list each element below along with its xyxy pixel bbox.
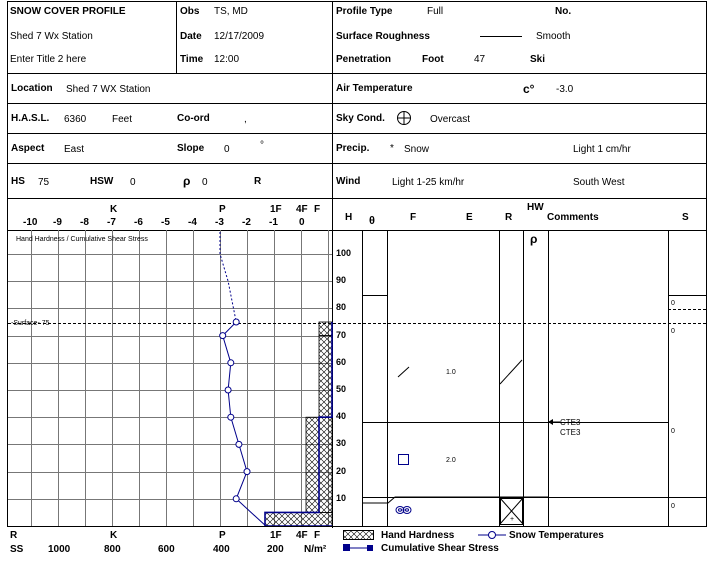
profile-title-placeholder[interactable]: Enter Title 2 here [10, 54, 87, 65]
air-temp-unit: c° [523, 82, 535, 96]
ss-unit: N/m² [304, 544, 327, 555]
temp-tick-label: -6 [134, 217, 143, 228]
temp-tick-label: -3 [215, 217, 224, 228]
temp-tick-label: -5 [161, 217, 170, 228]
surface-label: -Surface- 75 [11, 320, 50, 327]
location-label: Location [11, 83, 53, 94]
layer-s-1: 0 [671, 300, 675, 307]
aspect-label: Aspect [11, 143, 45, 154]
col-r: R [505, 212, 513, 223]
r-label: R [254, 176, 262, 187]
temp-tick-label: -7 [107, 217, 116, 228]
profile-type-value: Full [427, 6, 444, 17]
slope-value: 0 [224, 144, 230, 155]
legend-hand-hardness: Hand Hardness [381, 530, 455, 541]
height-tick-label: 50 [336, 384, 347, 394]
bottom-1f: 1F [270, 530, 282, 541]
graph-legend-inner: Hand Hardness / Cumulative Shear Stress [16, 236, 148, 243]
profile-subtitle: Shed 7 Wx Station [10, 31, 93, 42]
wind-direction: South West [573, 177, 625, 188]
bottom-ss: SS [10, 544, 24, 555]
obs-value: TS, MD [214, 6, 248, 17]
no-label: No. [555, 6, 572, 17]
time-label: Time [180, 54, 204, 65]
bottom-k: K [110, 530, 118, 541]
profile-type-label: Profile Type [336, 6, 393, 17]
ss-800: 800 [104, 544, 121, 555]
height-tick-label: 10 [336, 492, 347, 503]
precip-value: Snow [404, 144, 430, 155]
bottom-p: P [219, 530, 226, 541]
height-tick-label: 60 [336, 356, 347, 367]
layer-comment-2: CTE3 [560, 428, 581, 437]
height-tick-label: 40 [336, 411, 347, 422]
hasl-value: 6360 [64, 114, 87, 125]
profile-title: SNOW COVER PROFILE [10, 6, 126, 17]
precip-label: Precip. [336, 143, 370, 154]
coord-label: Co-ord [177, 113, 210, 124]
height-tick-label: 90 [336, 275, 347, 286]
air-temp-value: -3.0 [556, 84, 574, 95]
ss-400: 400 [213, 544, 230, 555]
hsw-value: 0 [130, 177, 136, 188]
bottom-4f: 4F [296, 530, 308, 541]
layer-s-3: 0 [671, 428, 675, 435]
height-tick-label: 100 [336, 248, 352, 258]
col-rho: ρ [530, 232, 538, 246]
coord-value: , [244, 114, 247, 125]
bottom-r: R [10, 530, 18, 541]
hsw-label: HSW [90, 176, 114, 187]
bottom-f: F [314, 530, 321, 541]
hasl-unit: Feet [112, 114, 133, 125]
air-temp-label: Air Temperature [336, 83, 413, 94]
layer-e-2: 2.0 [446, 457, 456, 464]
temp-tick-label: -4 [188, 217, 197, 228]
penetration-label: Penetration [336, 54, 392, 65]
slope-unit: ° [260, 140, 264, 151]
surface-roughness-label: Surface Roughness [336, 31, 430, 42]
ski-label: Ski [530, 54, 546, 65]
rho-label: ρ [183, 174, 191, 188]
col-comments: Comments [547, 212, 599, 223]
ss-600: 600 [158, 544, 175, 555]
col-hw: HW [527, 202, 544, 213]
layer-comment-1: CTE3 [560, 418, 581, 427]
col-e: E [466, 212, 473, 223]
scale-k: K [110, 204, 118, 215]
foot-label: Foot [422, 54, 444, 65]
hasl-label: H.A.S.L. [11, 113, 50, 124]
slope-label: Slope [177, 143, 205, 154]
rho-value: 0 [202, 177, 208, 188]
col-theta: θ [369, 215, 375, 227]
scale-1f: 1F [270, 204, 282, 215]
sky-label: Sky Cond. [336, 113, 385, 124]
height-tick-label: 30 [336, 438, 347, 449]
wind-label: Wind [336, 176, 361, 187]
precip-rate: Light 1 cm/hr [573, 144, 631, 155]
ss-1000: 1000 [48, 544, 71, 555]
temp-tick-label: -9 [53, 217, 62, 228]
layer-s-4: 0 [671, 503, 675, 510]
foot-value: 47 [474, 54, 486, 65]
layer-e-1: 1.0 [446, 369, 456, 376]
height-tick-label: 70 [336, 329, 347, 340]
scale-p: P [219, 204, 226, 215]
legend-shear-stress: Cumulative Shear Stress [381, 543, 499, 554]
wind-value: Light 1-25 km/hr [392, 177, 465, 188]
precip-snow-icon: * [390, 143, 394, 154]
scale-4f: 4F [296, 204, 308, 215]
ss-200: 200 [267, 544, 284, 555]
hs-value: 75 [38, 177, 50, 188]
location-value: Shed 7 WX Station [66, 84, 151, 95]
aspect-value: East [64, 144, 85, 155]
col-f: F [410, 212, 417, 223]
legend-snow-temps: Snow Temperatures [509, 530, 604, 541]
surface-roughness-value: Smooth [536, 31, 571, 42]
temp-tick-label: -1 [269, 217, 278, 228]
sky-value: Overcast [430, 114, 471, 125]
temp-tick-label: -8 [80, 217, 89, 228]
hs-label: HS [11, 176, 25, 187]
temp-tick-label: 0 [299, 217, 305, 228]
temp-tick-label: -2 [242, 217, 251, 228]
obs-label: Obs [180, 6, 200, 17]
col-h: H [345, 212, 353, 223]
height-tick-label: 20 [336, 465, 347, 476]
temp-tick-label: -10 [23, 217, 38, 228]
scale-f: F [314, 204, 321, 215]
svg-text:+: + [510, 516, 515, 523]
time-value: 12:00 [214, 54, 240, 65]
date-label: Date [180, 31, 202, 42]
date-value: 12/17/2009 [214, 31, 265, 42]
col-s: S [682, 212, 689, 223]
layer-s-2: 0 [671, 328, 675, 335]
height-tick-label: 80 [336, 302, 347, 313]
